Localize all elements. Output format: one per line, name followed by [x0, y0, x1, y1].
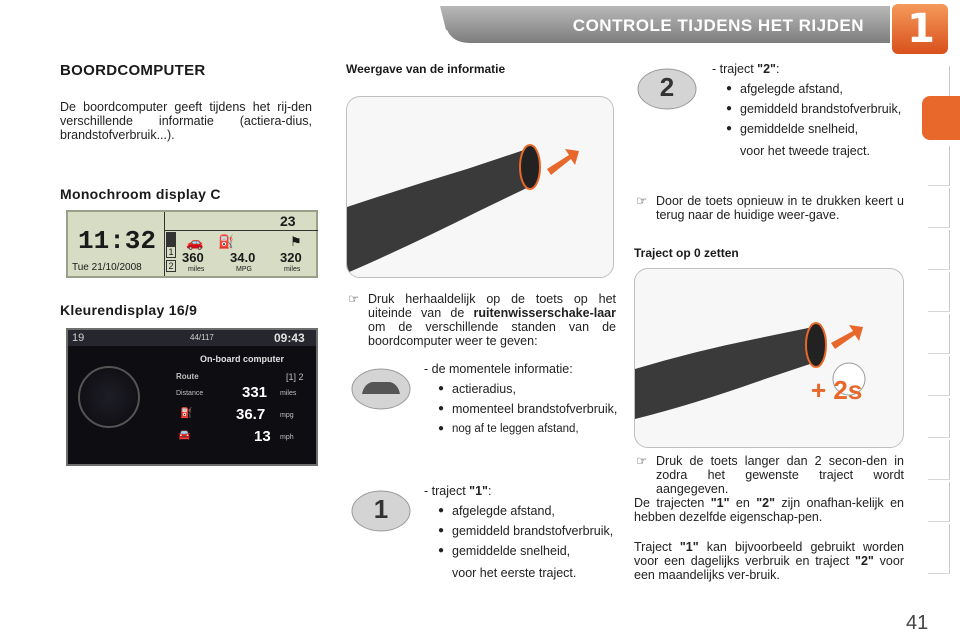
p2-k2: "2": [855, 554, 874, 568]
trip1-tail: voor het eerste traject.: [452, 566, 577, 580]
p1-c: zijn onafhan-kelijk en hebben dezelfde eigenschap-pen.: [634, 496, 904, 524]
side-tab[interactable]: [928, 356, 950, 396]
trip1-list: - traject "1": ● afgelegde afstand, ● gemiddeld brandstofverbruik, ● gemiddelde snelheid, voor het eerste traject.: [424, 484, 620, 580]
wiper-stalk-image: [346, 96, 614, 278]
side-tab[interactable]: [928, 314, 950, 354]
mono-unit-3: miles: [284, 266, 301, 273]
distance-unit: miles: [280, 390, 297, 397]
p2-k1: "1": [679, 540, 699, 554]
hold-text: Druk de toets langer dan 2 secon-den in zodra het gewenste traject wordt aangegeven.: [656, 454, 904, 496]
trip2-box: 2: [166, 260, 176, 272]
list-item: ● gemiddeld brandstofverbruik,: [726, 102, 908, 116]
distance-label: Distance: [176, 390, 204, 397]
mph-unit: mph: [280, 434, 294, 441]
side-tab[interactable]: [928, 440, 950, 480]
current-info-list: [424, 362, 620, 436]
mono-value-3: 320: [280, 250, 302, 265]
route-value: [1] 2: [286, 372, 304, 382]
fuel-icon: ⛽: [180, 408, 193, 419]
p1-k1: "1": [710, 496, 730, 510]
trip2-icon-badge: [636, 66, 698, 112]
hand-pointer-icon: ☞: [348, 292, 360, 306]
wiper-stalk-hold-graphic: [635, 269, 904, 448]
trip1-intro: - traject: [424, 484, 470, 498]
mono-value-2: 34.0: [230, 250, 256, 265]
trip2-key: "2": [757, 62, 776, 76]
side-tab[interactable]: [928, 398, 950, 438]
list-item: ● gemiddelde snelheid,: [726, 122, 908, 136]
hold-instruction: [634, 454, 904, 496]
again-instruction: [634, 194, 904, 222]
intro-text: De boordcomputer geeft tijdens het rij-den verschillende informatie (actiera-dius, brandstofverbruik...).: [60, 100, 312, 142]
radio-counter: 44/117: [190, 333, 214, 342]
p1-k2: "2": [756, 496, 776, 510]
p1-b: en: [729, 496, 757, 510]
hand-pointer-icon: ☞: [636, 194, 648, 208]
route-label: Route: [176, 372, 199, 381]
press-text-a: Druk herhaaldelijk op de toets op het uiteinde van de: [368, 292, 616, 320]
mono-unit-2: MPG: [236, 266, 252, 273]
color-display-title: Kleurendisplay 16/9: [60, 302, 198, 318]
reset-title: Traject op 0 zetten: [634, 246, 739, 260]
color-temp: 19: [72, 332, 85, 344]
hold-label: + 2s: [811, 375, 863, 405]
trip2-intro: - traject: [712, 62, 758, 76]
side-tab[interactable]: [928, 146, 950, 186]
mono-value-1: 360: [182, 250, 204, 265]
chapter-number: 1: [907, 6, 935, 52]
trip1-icon-label: 1: [373, 494, 389, 524]
wiper-stalk-hold-image: [634, 268, 904, 448]
distance-value: 331: [242, 384, 268, 401]
side-tab[interactable]: [928, 230, 950, 270]
trips-independent-text: [634, 496, 904, 524]
trips-usage-text: [634, 540, 904, 582]
info-subtitle: Weergave van de informatie: [346, 62, 506, 76]
list-item: ● afgelegde afstand,: [726, 82, 908, 96]
mpg-unit: mpg: [280, 412, 294, 419]
list-item: ● afgelegde afstand,: [438, 504, 620, 518]
side-tab[interactable]: [928, 272, 950, 312]
side-tab[interactable]: [928, 188, 950, 228]
current-intro: - de momentele informatie:: [424, 362, 573, 376]
list-item: ● gemiddelde snelheid,: [438, 544, 620, 558]
hand-pointer-icon: ☞: [636, 454, 648, 468]
mono-unit-1: miles: [188, 266, 205, 273]
p2-b: kan bijvoorbeeld gebruikt worden voor een dagelijks verbruik en traject: [634, 540, 904, 568]
side-tab[interactable]: [928, 524, 950, 574]
color-title: On-board computer: [200, 354, 285, 364]
again-text: Door de toets opnieuw in te drukken keert u terug naar de huidige weer-gave.: [656, 194, 904, 222]
press-text-bold: ruitenwisserschake-laar: [473, 306, 616, 320]
mph-value: 13: [254, 428, 271, 445]
car-icon-badge: [350, 366, 412, 412]
list-item: ● momenteel brandstofverbruik,: [438, 402, 620, 416]
mono-display-title: Monochroom display C: [60, 186, 221, 202]
press-instruction: [346, 292, 616, 348]
mono-date: Tue 21/10/2008: [72, 262, 142, 273]
trip1-icon-badge: [350, 488, 412, 534]
pump-icon: ⛽: [218, 234, 235, 249]
mpg-value: 36.7: [236, 406, 266, 423]
list-item: ● nog af te leggen afstand,: [438, 422, 620, 436]
trip2-icon-label: 2: [659, 72, 675, 102]
p2-a: Traject: [634, 540, 680, 554]
trip1-box: 1: [166, 246, 176, 258]
list-item: ● gemiddeld brandstofverbruik,: [438, 524, 620, 538]
list-item: ● actieradius,: [438, 382, 620, 396]
color-display: [66, 328, 318, 466]
press-text-b: om de verschillende standen van de boordcomputer weer te geven:: [368, 320, 616, 348]
flag-icon: ⚑: [290, 234, 302, 249]
trip2-list: - traject "2": ● afgelegde afstand, ● gemiddeld brandstofverbruik, ● gemiddelde snelheid, voor het tweede traject.: [712, 62, 908, 158]
dial-graphic: [78, 366, 140, 428]
page-number: 41: [906, 612, 929, 634]
trip2-tail: voor het tweede traject.: [740, 144, 870, 158]
section-title: BOORDCOMPUTER: [60, 62, 206, 79]
trip1-key: "1": [469, 484, 488, 498]
wiper-stalk-graphic: [347, 97, 614, 278]
side-tab-active[interactable]: [922, 96, 960, 140]
car-range-icon: 🚗: [186, 234, 204, 250]
mono-temp: 23: [280, 213, 296, 229]
color-time: 09:43: [274, 331, 305, 345]
page-title: CONTROLE TIJDENS HET RIJDEN: [572, 16, 864, 35]
mono-time: 11:32: [78, 226, 157, 256]
p1-a: De trajecten: [634, 496, 711, 510]
monochrome-display: [66, 210, 318, 278]
p2-c: voor een maandelijks ver-bruik.: [634, 554, 904, 582]
car-icon: 🚘: [178, 430, 191, 441]
side-tab[interactable]: [928, 482, 950, 522]
